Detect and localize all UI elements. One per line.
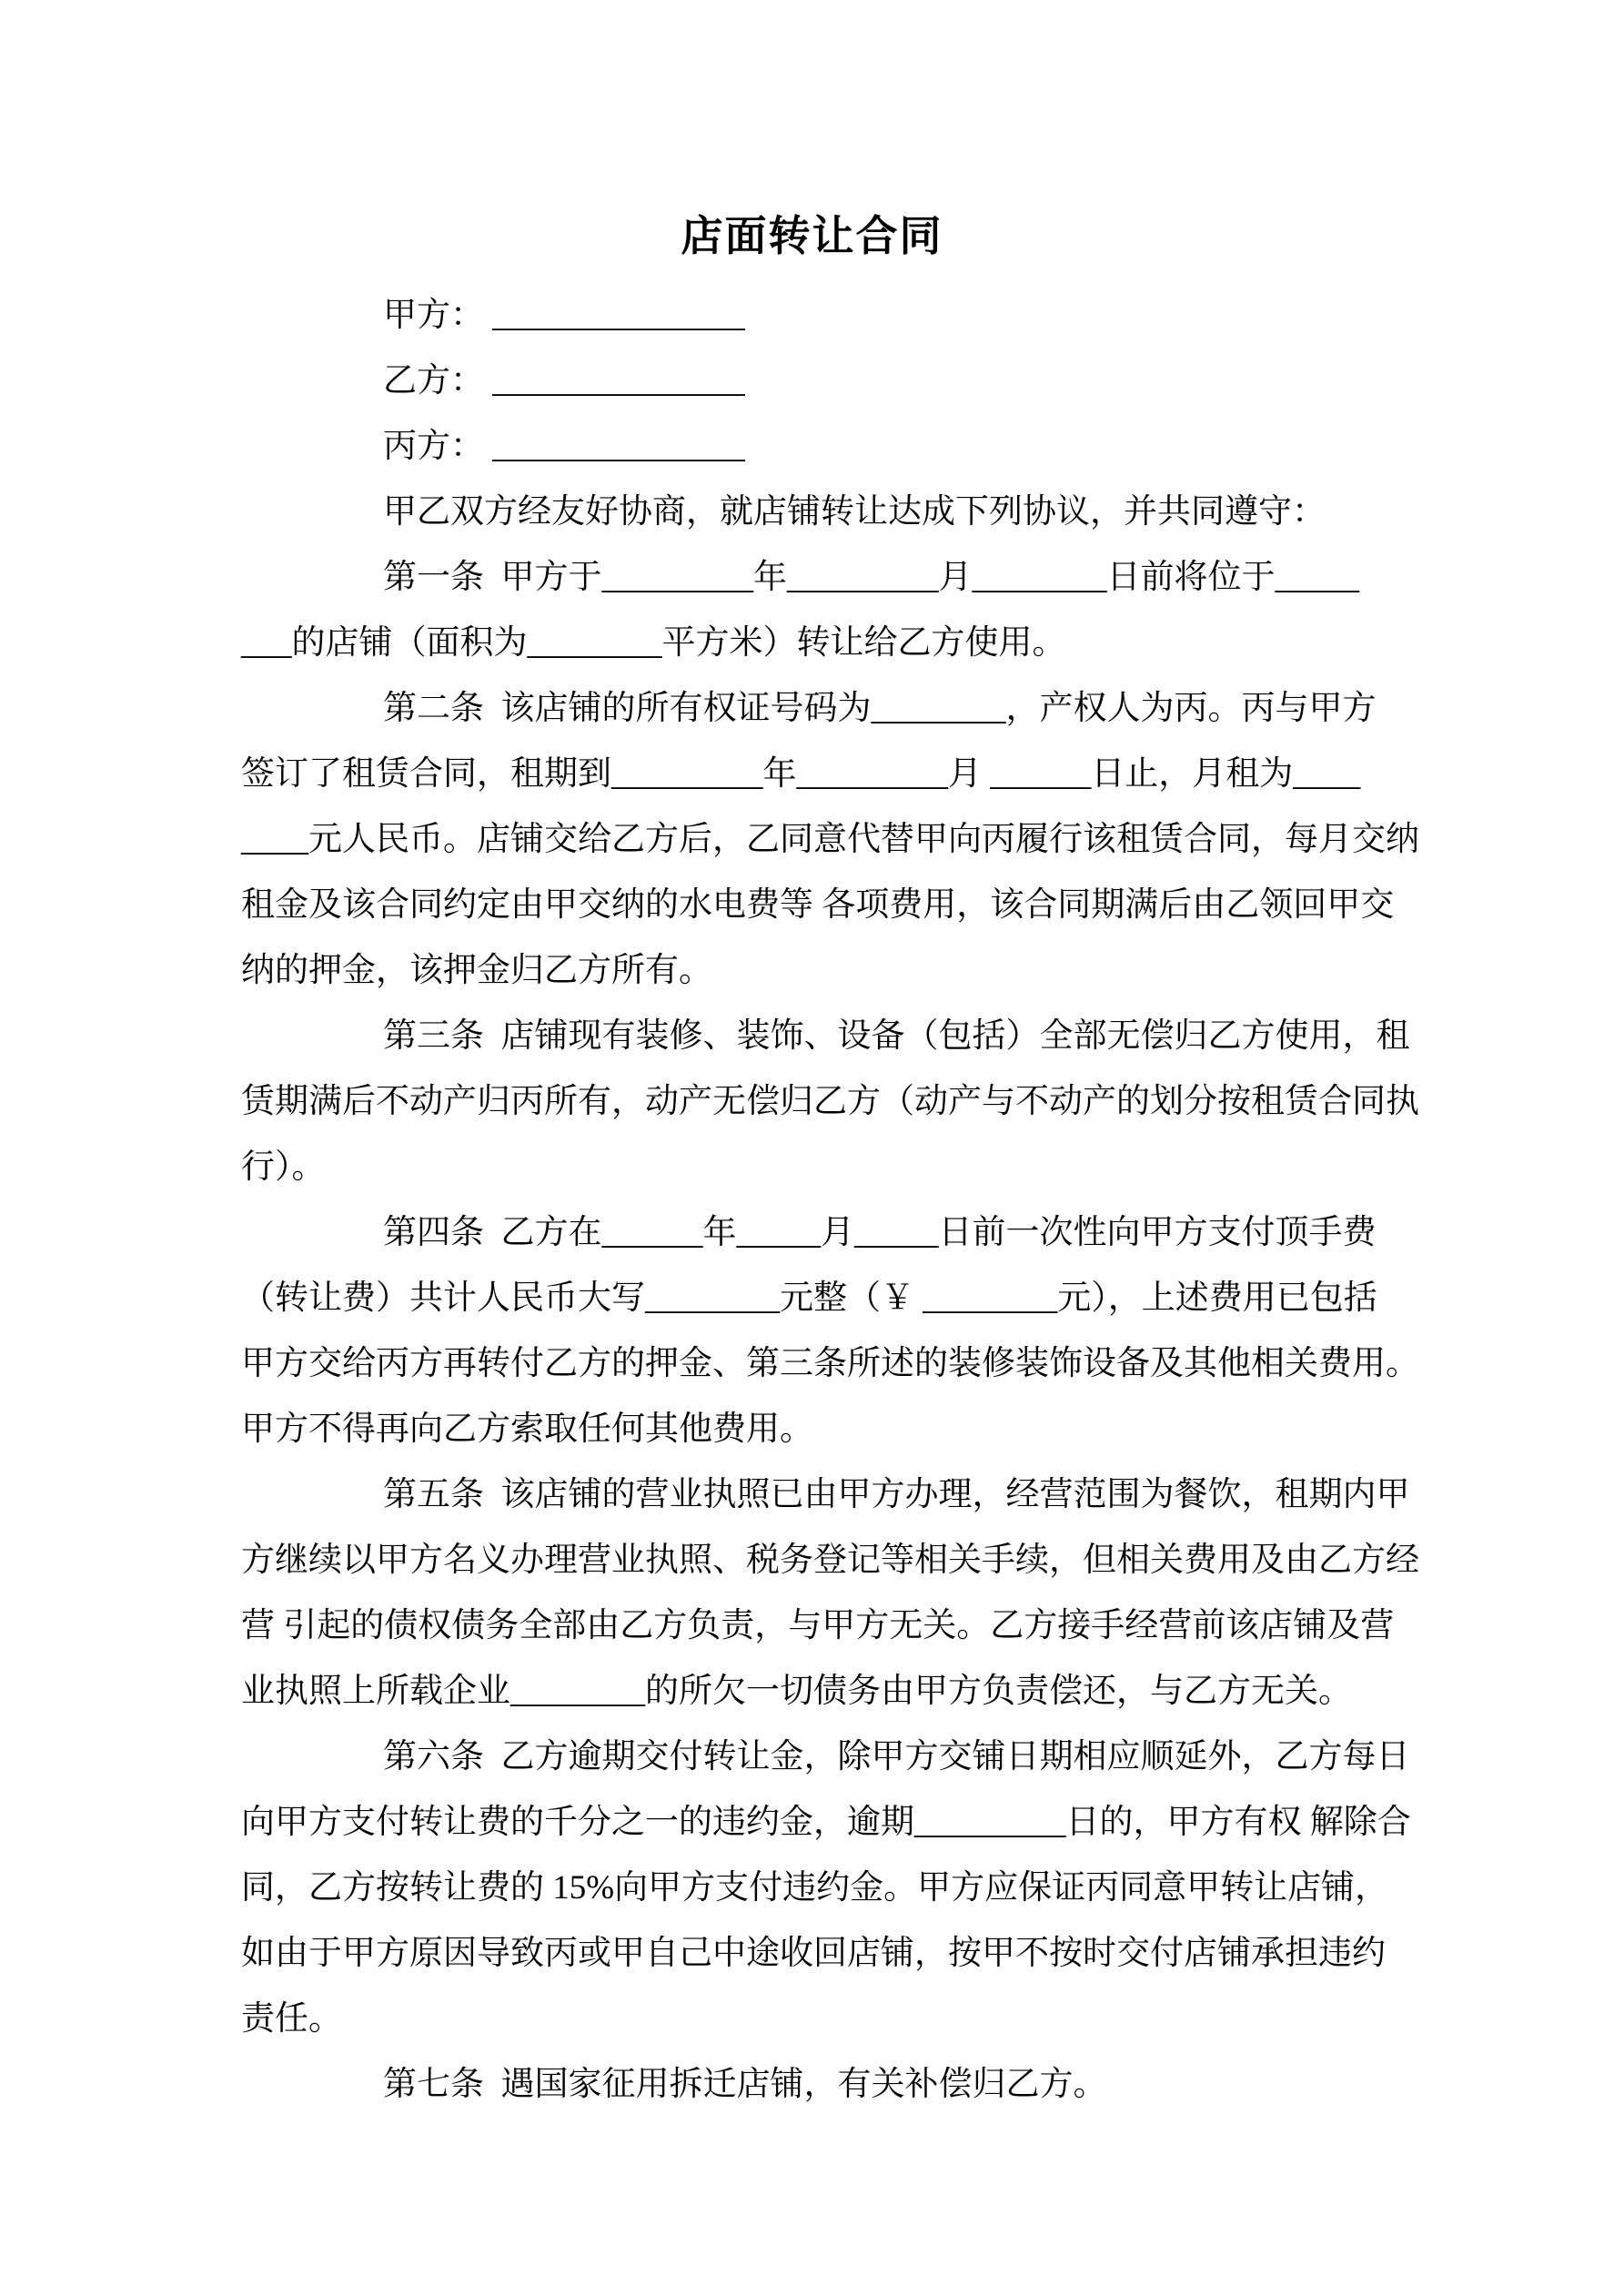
contract-line: 甲乙双方经友好协商，就店铺转让达成下列协议，并共同遵守： <box>383 493 1326 531</box>
contract-line: （转让费）共计人民币大写________元整（￥ ________元），上述费用已包括 <box>241 1279 1377 1317</box>
contract-line: 甲方不得再向乙方索取任何其他费用。 <box>241 1411 813 1448</box>
contract-line: 同，乙方按转让费的 15%向甲方支付违约金。甲方应保证丙同意甲转让店铺， <box>241 1869 1389 1907</box>
contract-line: 租金及该合同约定由甲交纳的水电费等 各项费用，该合同期满后由乙领回甲交 <box>241 886 1395 924</box>
contract-body <box>241 283 1419 2118</box>
contract-line: 第七条 遇国家征用拆迁店铺，有关补偿归乙方。 <box>383 2066 1107 2103</box>
contract-line: 业执照上所载企业________的所欠一切债务由甲方负责偿还，与乙方无关。 <box>241 1673 1352 1710</box>
contract-line: ____元人民币。店铺交给乙方后，乙同意代替甲向丙履行该租赁合同，每月交纳 <box>241 821 1419 858</box>
contract-line: 乙方： _______________ <box>383 362 745 400</box>
contract-line: 第五条 该店铺的营业执照已由甲方办理，经营范围为餐饮，租期内甲 <box>383 1476 1410 1513</box>
contract-line: 向甲方支付转让费的千分之一的违约金，逾期_________日的，甲方有权 解除合 <box>241 1804 1411 1841</box>
contract-line: 丙方： _______________ <box>383 428 745 465</box>
contract-line: 签订了租赁合同，租期到_________年_________月 ______日止，月租为____ <box>241 755 1361 793</box>
contract-line: 纳的押金，该押金归乙方所有。 <box>241 952 712 989</box>
contract-line: 第三条 店铺现有装修、装饰、设备（包括）全部无偿归乙方使用，租 <box>383 1017 1410 1055</box>
contract-line: 第四条 乙方在______年_____月_____日前一次性向甲方支付顶手费 <box>383 1214 1377 1251</box>
contract-line: 甲方： _______________ <box>383 297 745 334</box>
contract-line: ___的店铺（面积为________平方米）转让给乙方使用。 <box>241 624 1066 662</box>
contract-line: 责任。 <box>241 2000 342 2038</box>
contract-line: 营 引起的债权债务全部由乙方负责，与甲方无关。乙方接手经营前该店铺及营 <box>241 1607 1395 1644</box>
page-title: 店面转让合同 <box>681 213 943 259</box>
contract-line: 方继续以甲方名义办理营业执照、税务登记等相关手续，但相关费用及由乙方经 <box>241 1542 1419 1579</box>
contract-line: 如由于甲方原因导致丙或甲自己中途收回店铺，按甲不按时交付店铺承担违约 <box>241 1935 1386 1972</box>
contract-line: 赁期满后不动产归丙所有，动产无偿归乙方（动产与不动产的划分按租赁合同执 <box>241 1083 1419 1120</box>
contract-line: 行）。 <box>241 1148 326 1186</box>
contract-line: 第六条 乙方逾期交付转让金，除甲方交铺日期相应顺延外，乙方每日 <box>383 1738 1410 1775</box>
contract-line: 甲方交给丙方再转付乙方的押金、第三条所述的装修装饰设备及其他相关费用。 <box>241 1345 1419 1382</box>
contract-line: 第二条 该店铺的所有权证号码为________，产权人为丙。丙与甲方 <box>383 690 1377 727</box>
contract-line: 第一条 甲方于_________年_________月________日前将位于_____ <box>383 559 1359 596</box>
